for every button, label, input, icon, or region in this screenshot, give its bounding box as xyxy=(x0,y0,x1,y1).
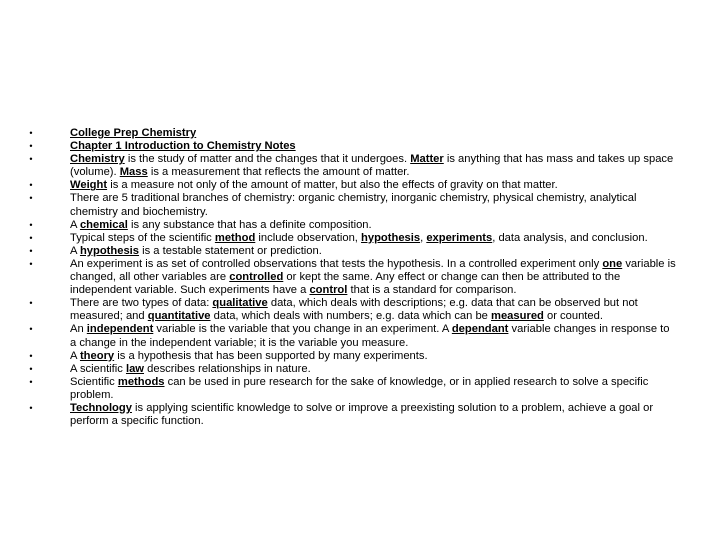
bullet-icon: • xyxy=(29,298,33,309)
note-text: or kept the same. Any effect or change can then be attributed to the independent variable. Such experiments have a xyxy=(70,271,621,297)
list-item xyxy=(26,153,676,179)
note-text: A xyxy=(70,349,80,362)
bullet-icon: • xyxy=(29,219,33,230)
bullet-icon: • xyxy=(29,128,33,138)
note-text: A scientific xyxy=(70,362,126,375)
key-term: qualitative xyxy=(212,297,268,310)
list-item xyxy=(26,363,676,376)
note-text: is the study of matter and the changes that it undergoes. xyxy=(124,153,411,166)
bullet-icon: • xyxy=(29,180,33,191)
note-text: variable changes in response to a change in the independent variable; it is the variable you measure. xyxy=(70,323,670,349)
key-term: Matter xyxy=(410,153,444,166)
key-term: Technology xyxy=(70,401,132,414)
key-term: Chemistry xyxy=(70,153,125,166)
key-term: Chapter 1 Introduction to Chemistry Notes xyxy=(70,140,296,153)
list-item xyxy=(26,376,676,402)
note-text: A xyxy=(70,244,80,257)
list-item xyxy=(26,297,676,323)
note-text: or counted. xyxy=(543,310,603,323)
bullet-icon: • xyxy=(29,193,33,204)
key-term: measured xyxy=(491,310,544,323)
note-text: is anything that has mass and takes up space (volume). xyxy=(70,153,674,179)
bullet-icon: • xyxy=(29,232,33,243)
list-item xyxy=(26,245,676,258)
bullet-icon: • xyxy=(29,402,33,413)
key-term: method xyxy=(214,231,256,244)
bullet-icon: • xyxy=(29,245,33,256)
list-item xyxy=(26,127,676,140)
note-text: , data analysis, and conclusion. xyxy=(492,231,648,244)
list-item xyxy=(26,219,676,232)
list-item xyxy=(26,350,676,363)
note-text: is a hypothesis that has been supported by many experiments. xyxy=(114,349,428,362)
note-text: include observation, xyxy=(255,231,362,244)
key-term: controlled xyxy=(229,271,284,284)
list-item xyxy=(26,140,676,153)
note-text: , xyxy=(420,231,427,244)
key-term: one xyxy=(602,257,623,270)
key-term: hypothesis xyxy=(361,231,421,244)
bullet-icon: • xyxy=(29,350,33,361)
key-term: experiments xyxy=(426,231,493,244)
note-text: is any substance that has a definite composition. xyxy=(127,218,372,231)
key-term: College Prep Chemistry xyxy=(70,127,197,139)
key-term: theory xyxy=(79,349,115,362)
note-text: data, which deals with descriptions; e.g. data that can be observed but not measured; and xyxy=(70,297,638,323)
bullet-icon: • xyxy=(29,141,33,152)
note-text: that is a standard for comparison. xyxy=(347,284,517,297)
key-term: quantitative xyxy=(147,310,211,323)
note-text: An xyxy=(70,323,87,336)
note-text: There are 5 traditional branches of chemistry: organic chemistry, inorganic chemistry, physical chemistry, analytical chemistry and biochemistry. xyxy=(70,192,637,218)
bullet-icon: • xyxy=(29,363,33,374)
key-term: independent xyxy=(86,323,154,336)
list-item xyxy=(26,192,676,218)
bullet-icon: • xyxy=(29,376,33,387)
key-term: law xyxy=(125,362,145,375)
note-text: Scientific xyxy=(70,375,118,388)
note-text: can be used in pure research for the sake of knowledge, or in applied research to solve a specific problem. xyxy=(70,375,649,401)
key-term: methods xyxy=(117,375,165,388)
key-term: hypothesis xyxy=(79,244,140,257)
note-text: is a testable statement or prediction. xyxy=(139,244,322,257)
note-text: Typical steps of the scientific xyxy=(70,231,215,244)
note-text: is applying scientific knowledge to solve or improve a preexisting solution to a problem, achieve a goal or perform a specific function. xyxy=(70,401,654,428)
key-term: chemical xyxy=(79,218,128,231)
note-text: There are two types of data: xyxy=(70,297,213,310)
list-item xyxy=(26,179,676,192)
note-text: variable is changed, all other variables are xyxy=(70,257,676,284)
note-text: A xyxy=(70,218,80,231)
bullet-icon: • xyxy=(29,258,33,269)
key-term: control xyxy=(309,284,348,297)
list-item xyxy=(26,402,676,428)
list-item xyxy=(26,258,676,297)
note-text: describes relationships in nature. xyxy=(144,362,311,375)
key-term: Weight xyxy=(70,179,108,192)
key-term: dependant xyxy=(451,323,509,336)
note-text: variable is the variable that you change in an experiment. A xyxy=(153,323,452,336)
note-text: is a measure not only of the amount of matter, but also the effects of gravity on that matter. xyxy=(107,179,558,192)
bullet-icon: • xyxy=(29,324,33,335)
note-text: An experiment is as set of controlled observations that tests the hypothesis. In a controlled experiment only xyxy=(70,257,603,270)
key-term: Mass xyxy=(119,166,148,179)
list-item xyxy=(26,323,676,349)
bullet-icon: • xyxy=(29,154,33,165)
note-text: data, which deals with numbers; e.g. data which can be xyxy=(210,310,492,323)
list-item xyxy=(26,232,676,245)
note-text: is a measurement that reflects the amount of matter. xyxy=(147,166,410,179)
notes-bullet-list xyxy=(26,127,676,428)
